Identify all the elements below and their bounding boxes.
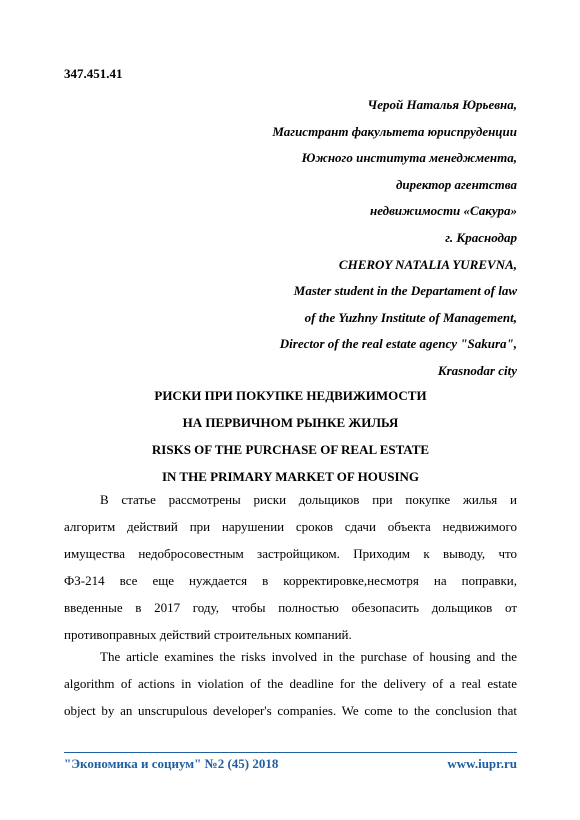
abstract-ru (64, 486, 517, 648)
udc-code: 347.451.41 (64, 66, 123, 81)
author-block (64, 92, 517, 385)
author-role-en: Director of the real estate agency "Sakura", (279, 336, 517, 352)
author-name-ru: Черой Наталья Юрьевна, (367, 97, 517, 112)
footer-website-link[interactable]: www.iupr.ru (447, 756, 517, 771)
author-position-en: Master student in the Departament of law (293, 283, 517, 299)
author-institute-ru: Южного института менеджмента, (301, 150, 517, 166)
abstract-ru-line: ФЗ-214 все еще нуждается в корректировке,несмотря на поправки, (64, 573, 517, 588)
abstract-ru-line: имущества недобросовестным застройщиком. Приходим к выводу, что (64, 546, 517, 561)
title-line-ru-2: НА ПЕРВИЧНОМ РЫНКЕ ЖИЛЬЯ (182, 415, 399, 430)
author-name-en: CHEROY NATALIA YUREVNA, (338, 256, 517, 272)
author-city-en: Krasnodar city (437, 362, 517, 378)
abstract-ru-line: введенные в 2017 году, чтобы полностью обезопасить дольщиков от (64, 600, 517, 615)
abstract-ru-line: алгоритм действий при нарушении сроков сдачи объекта недвижимого (64, 519, 517, 534)
abstract-en-line: The article examines the risks involved in the purchase of housing and the (100, 649, 517, 664)
author-agency-ru: недвижимости «Сакура» (370, 203, 517, 219)
footer-divider (64, 752, 517, 753)
footer-journal: "Экономика и социум" №2 (45) 2018 (64, 756, 279, 771)
abstract-en (64, 643, 517, 724)
title-line-en-1: RISKS OF THE PURCHASE OF REAL ESTATE (151, 442, 430, 457)
abstract-en-line: algorithm of actions in violation of the deadline for the delivery of a real estate (64, 676, 517, 691)
abstract-en-line: object by an unscrupulous developer's companies. We come to the conclusion that (64, 703, 517, 718)
abstract-ru-line: В статье рассмотрены риски дольщиков при покупке жилья и (100, 492, 517, 507)
author-position-ru: Магистрант факультета юриспруденции (272, 123, 517, 139)
article-title (64, 382, 517, 490)
abstract-ru-line: противоправных действий строительных компаний. (64, 627, 352, 642)
title-line-ru-1: РИСКИ ПРИ ПОКУПКЕ НЕДВИЖИМОСТИ (154, 388, 427, 403)
author-institute-en: of the Yuzhny Institute of Management, (304, 309, 517, 325)
author-role-ru: директор агентства (395, 176, 517, 192)
author-city-ru: г. Краснодар (445, 229, 517, 245)
title-line-en-2: IN THE PRIMARY MARKET OF HOUSING (161, 469, 420, 484)
